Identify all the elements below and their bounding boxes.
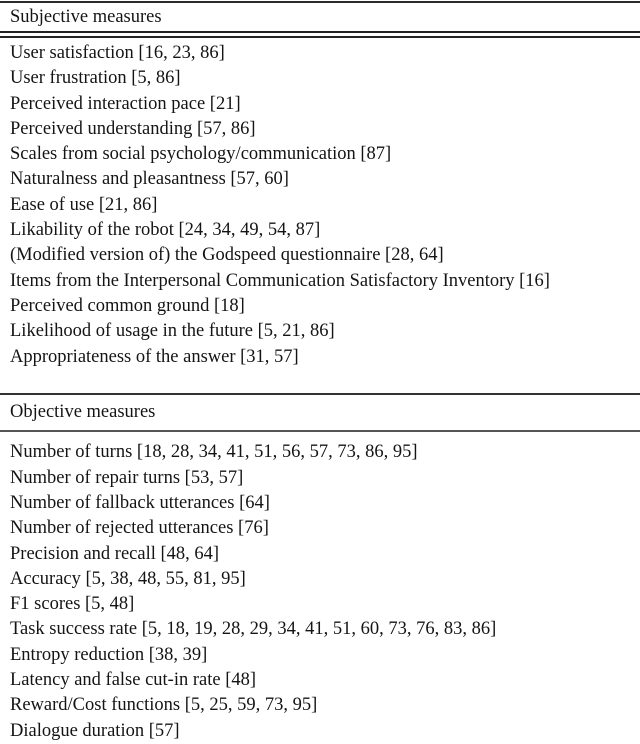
objective-measures-list — [0, 432, 640, 744]
measure-row: User satisfaction [16, 23, 86] — [10, 43, 225, 63]
measure-row: Reward/Cost functions [5, 25, 59, 73, 95] — [10, 695, 318, 716]
measure-row: Number of rejected utterances [76] — [10, 518, 269, 539]
objective-section-header: Objective measures — [10, 401, 156, 422]
measure-row: Likability of the robot [24, 34, 49, 54, 87] — [10, 220, 321, 241]
measure-row: User frustration [5, 86] — [10, 68, 181, 89]
section-subjective — [0, 3, 640, 370]
measure-row: Perceived interaction pace [21] — [10, 93, 241, 114]
measure-row: Latency and false cut-in rate [48] — [10, 670, 257, 691]
measure-row: Perceived understanding [57, 86] — [10, 118, 256, 139]
measure-row: Precision and recall [48, 64] — [10, 543, 220, 564]
measure-row: F1 scores [5, 48] — [10, 594, 135, 615]
measure-row: Appropriateness of the answer [31, 57] — [10, 346, 299, 367]
measure-row: Naturalness and pleasantness [57, 60] — [10, 169, 289, 190]
measure-row: Number of repair turns [53, 57] — [10, 467, 244, 488]
measure-row: Number of fallback utterances [64] — [10, 492, 270, 513]
measure-row: Likelihood of usage in the future [5, 21, 86] — [10, 321, 335, 342]
measure-row: Entropy reduction [38, 39] — [10, 644, 208, 665]
measure-row: Perceived common ground [18] — [10, 295, 245, 316]
subjective-measures-list — [0, 38, 640, 370]
measures-table — [0, 1, 640, 741]
measure-row: Task success rate [5, 18, 19, 28, 29, 34, 41, 51, 60, 73, 76, 83, 86] — [10, 619, 497, 640]
subjective-section-header: Subjective measures — [10, 7, 162, 27]
measure-row: Dialogue duration [57] — [10, 720, 180, 741]
measure-row: Scales from social psychology/communication [87] — [10, 144, 392, 165]
section-objective — [0, 395, 640, 744]
measure-row: Number of turns [18, 28, 34, 41, 51, 56, 57, 73, 86, 95] — [10, 442, 418, 463]
measure-row: Items from the Interpersonal Communication Satisfactory Inventory [16] — [10, 270, 550, 291]
measure-row: Accuracy [5, 38, 48, 55, 81, 95] — [10, 568, 246, 589]
measure-row: Ease of use [21, 86] — [10, 194, 158, 215]
measure-row: (Modified version of) the Godspeed questionnaire [28, 64] — [10, 245, 444, 266]
subjective-header-divider — [0, 31, 640, 38]
